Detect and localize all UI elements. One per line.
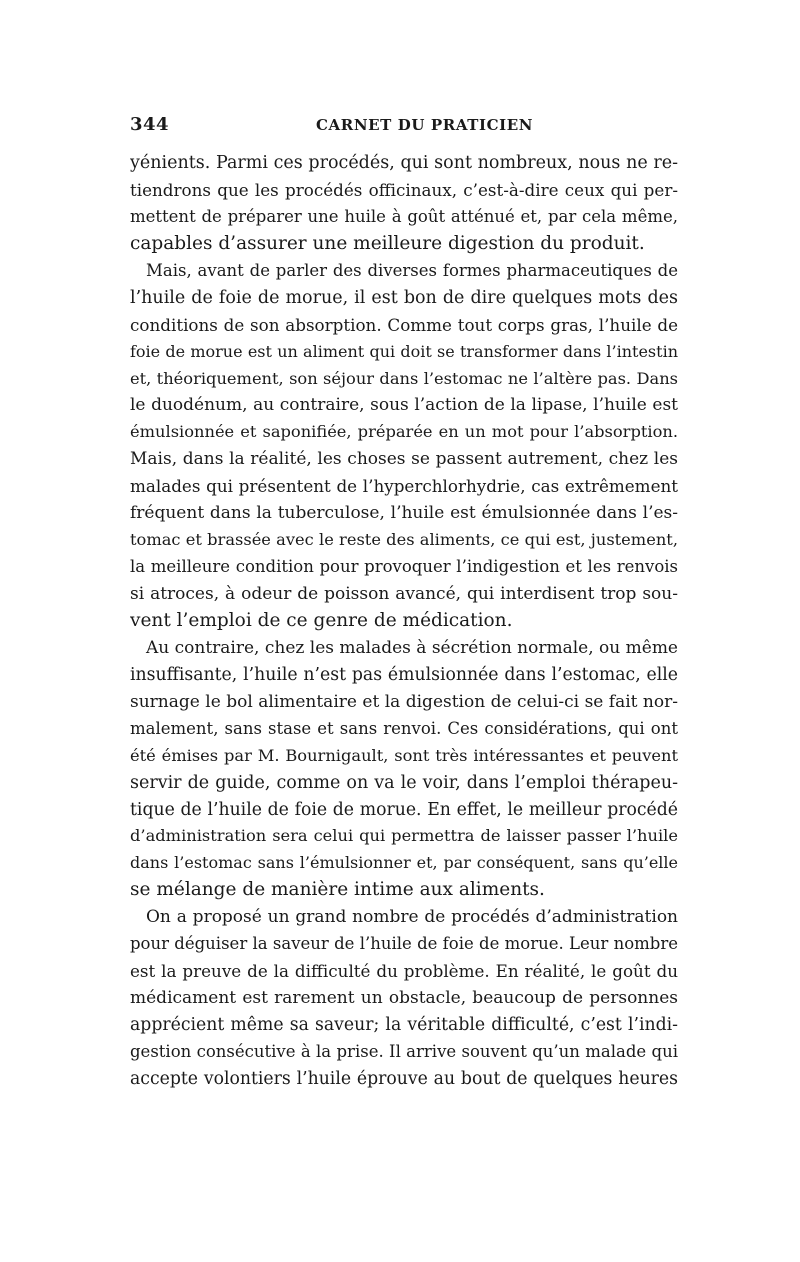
text-line: malades qui présentent de l’hyperchlorhydrie, cas extrêmement bbox=[130, 476, 678, 497]
text-line: vent l’emploi de ce genre de médication. bbox=[130, 609, 513, 631]
running-title: CARNET DU PRATICIEN bbox=[316, 116, 534, 134]
text-line: est la preuve de la difficulté du problème. En réalité, le goût du bbox=[130, 961, 678, 982]
text-line: surnage le bol alimentaire et la digestion de celui-ci se fait nor- bbox=[130, 691, 678, 712]
text-line: émulsionnée et saponifiée, préparée en un mot pour l’absorption. bbox=[130, 422, 678, 442]
text-line: insuffisante, l’huile n’est pas émulsionnée dans l’estomac, elle bbox=[130, 664, 678, 685]
text-line: capables d’assurer une meilleure digestion du produit. bbox=[130, 232, 645, 254]
text-line: gestion consécutive à la prise. Il arrive souvent qu’un malade qui bbox=[130, 1041, 678, 1061]
text-line: se mélange de manière intime aux aliments. bbox=[130, 879, 545, 901]
text-line: accepte volontiers l’huile éprouve au bout de quelques heures bbox=[130, 1068, 678, 1089]
text-line: yénients. Parmi ces procédés, qui sont nombreux, nous ne re- bbox=[130, 153, 678, 173]
text-line: conditions de son absorption. Comme tout corps gras, l’huile de bbox=[130, 314, 678, 335]
text-line: tique de l’huile de foie de morue. En effet, le meilleur procédé bbox=[130, 799, 678, 820]
running-head bbox=[130, 114, 678, 138]
text-line: mettent de préparer une huile à goût atténué et, par cela même, bbox=[130, 206, 678, 226]
text-line: fréquent dans la tuberculose, l’huile est émulsionnée dans l’es- bbox=[130, 503, 678, 524]
text-line: apprécient même sa saveur; la véritable difficulté, c’est l’indi- bbox=[130, 1015, 678, 1035]
text-line: Au contraire, chez les malades à sécrétion normale, ou même bbox=[146, 637, 678, 658]
text-line: tomac et brassée avec le reste des aliments, ce qui est, justement, bbox=[130, 530, 678, 550]
text-line: dans l’estomac sans l’émulsionner et, par conséquent, sans qu’elle bbox=[130, 853, 678, 873]
text-line: et, théoriquement, son séjour dans l’estomac ne l’altère pas. Dans bbox=[130, 368, 678, 388]
text-line: servir de guide, comme on va le voir, dans l’emploi thérapeu- bbox=[130, 772, 678, 793]
text-line: l’huile de foie de morue, il est bon de dire quelques mots des bbox=[130, 287, 678, 308]
text-line: d’administration sera celui qui permettra de laisser passer l’huile bbox=[130, 826, 678, 846]
body-text bbox=[130, 150, 678, 1093]
text-line: le duodénum, au contraire, sous l’action de la lipase, l’huile est bbox=[130, 395, 678, 416]
text-line: foie de morue est un aliment qui doit se transformer dans l’intestin bbox=[130, 341, 678, 361]
page-number: 344 bbox=[130, 114, 170, 135]
text-line: pour déguiser la saveur de l’huile de foie de morue. Leur nombre bbox=[130, 934, 678, 954]
text-line: médicament est rarement un obstacle, beaucoup de personnes bbox=[130, 988, 678, 1009]
text-line: si atroces, à odeur de poisson avancé, qui interdisent trop sou- bbox=[130, 584, 678, 604]
text-line: On a proposé un grand nombre de procédés d’administration bbox=[146, 907, 678, 928]
text-line: été émises par M. Bournigault, sont très intéressantes et peuvent bbox=[130, 745, 678, 765]
text-line: Mais, avant de parler des diverses formes pharmaceutiques de bbox=[146, 260, 678, 280]
text-line: tiendrons que les procédés officinaux, c’est-à-dire ceux qui per- bbox=[130, 179, 678, 200]
text-line: Mais, dans la réalité, les choses se passent autrement, chez les bbox=[130, 449, 678, 470]
text-line: la meilleure condition pour provoquer l’indigestion et les renvois bbox=[130, 557, 678, 577]
text-line: malement, sans stase et sans renvoi. Ces considérations, qui ont bbox=[130, 718, 678, 738]
